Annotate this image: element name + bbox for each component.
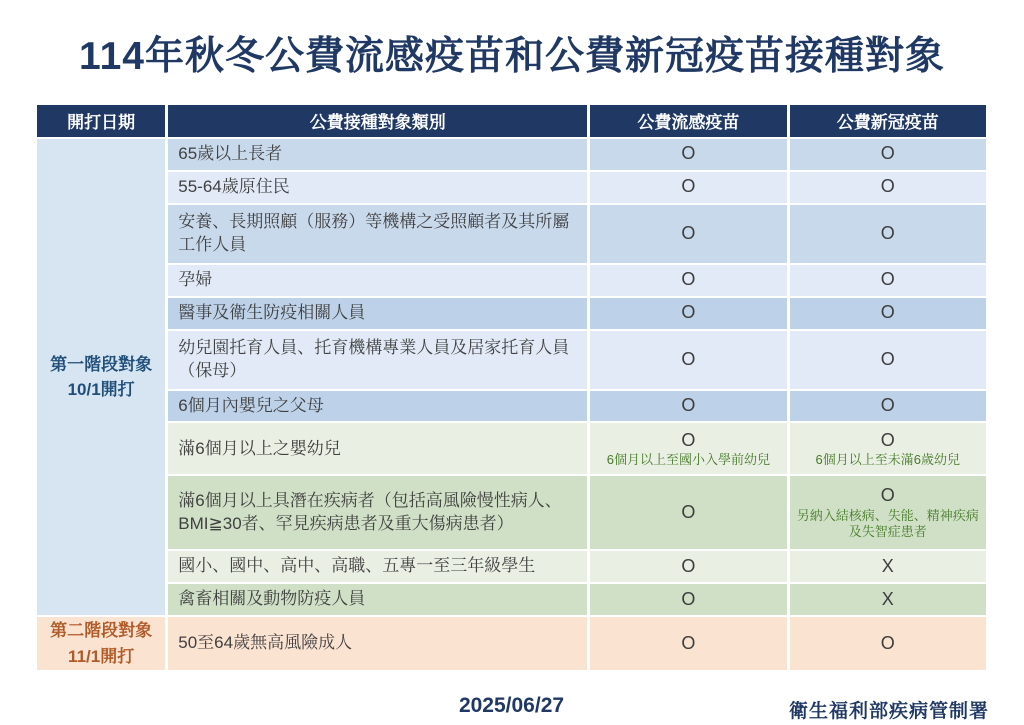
covid-mark: O: [790, 298, 986, 329]
table-row: [37, 617, 986, 670]
category-cell: 醫事及衛生防疫相關人員: [168, 298, 587, 329]
table-row: [37, 423, 986, 474]
flu-mark: O: [590, 391, 786, 422]
stage-2-date: 11/1開打: [68, 646, 135, 666]
flu-mark-note: 6個月以上至國小入學前幼兒: [606, 452, 770, 468]
covid-mark: X: [790, 551, 986, 582]
covid-mark: O: [790, 172, 986, 203]
category-cell: 幼兒園托育人員、托育機構專業人員及居家托育人員（保母）: [168, 331, 587, 389]
table-row: [37, 391, 986, 422]
covid-mark: X: [790, 584, 986, 615]
header-start-date: 開打日期: [37, 105, 165, 137]
covid-mark: [790, 476, 986, 549]
footer: [34, 686, 989, 725]
table-row: [37, 551, 986, 582]
header-category: 公費接種對象類別: [168, 105, 587, 137]
flu-mark: O: [590, 265, 786, 296]
category-cell: 國小、國中、高中、高職、五專一至三年級學生: [168, 551, 587, 582]
stage-1-date: 10/1開打: [67, 380, 135, 400]
category-cell: 50至64歲無高風險成人: [168, 617, 587, 670]
vaccine-eligibility-table: [34, 103, 989, 673]
flu-mark: O: [590, 476, 786, 549]
covid-mark: O: [790, 391, 986, 422]
stage-2-label: 第二階段對象: [50, 621, 153, 641]
covid-mark-note: 另納入結核病、失能、精神疾病及失智症患者: [796, 508, 979, 540]
table-row: [37, 205, 986, 263]
covid-mark: [790, 423, 986, 474]
flu-mark: [590, 423, 786, 474]
category-cell: 禽畜相關及動物防疫人員: [168, 584, 587, 615]
flu-mark: O: [590, 298, 786, 329]
table-row: [37, 298, 986, 329]
category-cell: 65歲以上長者: [168, 139, 587, 170]
covid-mark: O: [790, 331, 986, 389]
covid-mark-value: O: [880, 429, 895, 450]
table-row: [37, 476, 986, 549]
header-flu-vaccine: 公費流感疫苗: [590, 105, 786, 137]
table-row: [37, 172, 986, 203]
flu-mark: O: [590, 551, 786, 582]
covid-mark: O: [790, 139, 986, 170]
stage-1-cell: [37, 139, 165, 616]
category-cell: 孕婦: [168, 265, 587, 296]
covid-mark-note: 6個月以上至未滿6歲幼兒: [815, 452, 961, 468]
covid-mark: O: [790, 617, 986, 670]
flu-mark: O: [590, 617, 786, 670]
covid-mark-value: O: [880, 485, 895, 506]
stage-2-cell: [37, 617, 165, 670]
category-cell: 6個月內嬰兒之父母: [168, 391, 587, 422]
category-cell: 滿6個月以上具潛在疾病者（包括高風險慢性病人、BMI≧30者、罕見疾病患者及重大傷病患者）: [168, 476, 587, 549]
category-cell: 安養、長期照顧（服務）等機構之受照顧者及其所屬工作人員: [168, 205, 587, 263]
flu-mark-value: O: [681, 429, 696, 450]
stage-1-label: 第一階段對象: [50, 354, 153, 374]
flu-mark: O: [590, 205, 786, 263]
covid-mark: O: [790, 205, 986, 263]
flu-mark: O: [590, 584, 786, 615]
table-row: [37, 331, 986, 389]
covid-mark: O: [790, 265, 986, 296]
source-label: 衛生福利部疾病管制署: [788, 701, 989, 723]
table-row: [37, 265, 986, 296]
table-row: [37, 139, 986, 170]
flu-mark: O: [590, 172, 786, 203]
flu-mark: O: [590, 331, 786, 389]
table-row: [37, 584, 986, 615]
category-cell: 55-64歲原住民: [168, 172, 587, 203]
page-title: 114年秋冬公費流感疫苗和公費新冠疫苗接種對象: [79, 35, 945, 78]
date-label: 2025/06/27: [458, 694, 565, 718]
header-covid-vaccine: 公費新冠疫苗: [790, 105, 986, 137]
flu-mark: O: [590, 139, 786, 170]
category-cell: 滿6個月以上之嬰幼兒: [168, 423, 587, 474]
